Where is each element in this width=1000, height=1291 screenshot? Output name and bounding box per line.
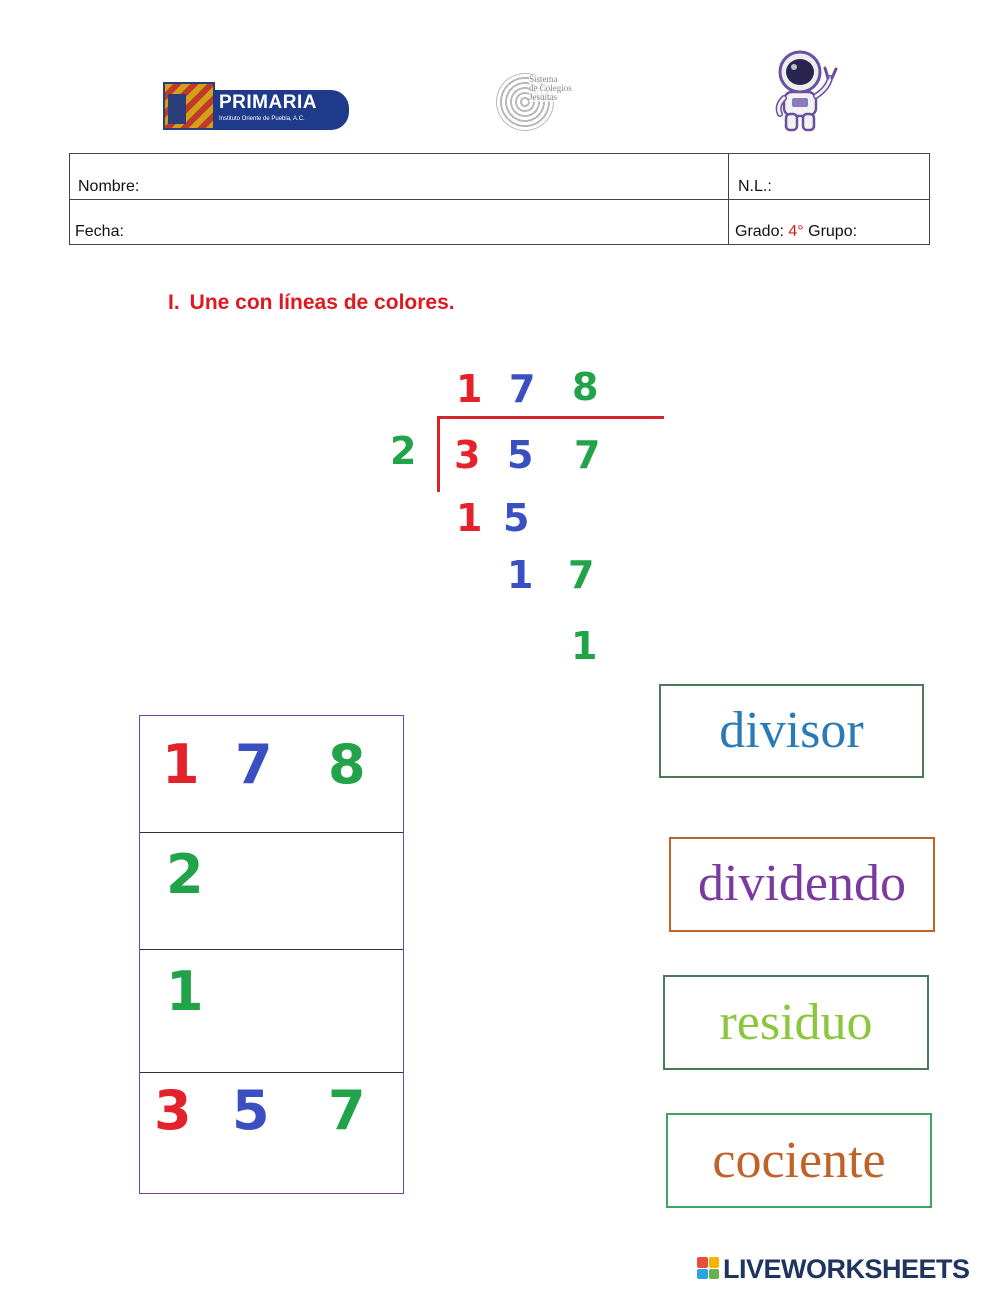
word-label: cociente	[712, 1132, 886, 1189]
answer-digit: 3	[154, 1079, 192, 1142]
answer-digit: 1	[162, 733, 200, 796]
dividend-digit: 3	[454, 433, 481, 477]
nl-label: N.L.:	[738, 178, 772, 195]
answer-cell-remainder[interactable]	[140, 949, 403, 1073]
remainder-digit: 1	[571, 624, 598, 668]
step-digit: 1	[456, 496, 483, 540]
instruction-text: Une con líneas de colores.	[189, 291, 455, 314]
liveworksheets-badge-icon	[697, 1257, 719, 1279]
answer-digit: 8	[328, 733, 366, 796]
division-bracket	[437, 418, 440, 492]
group-label: Grupo:	[808, 223, 858, 240]
division-bar	[437, 416, 664, 419]
instruction-number: I.	[168, 291, 180, 314]
word-label: residuo	[719, 994, 873, 1051]
astronaut-icon	[772, 48, 844, 134]
quotient-digit: 1	[456, 367, 483, 411]
jesuitas-text: Sistema de Colegios Jesuitas	[529, 75, 599, 102]
quotient-digit: 7	[509, 367, 536, 411]
grade-group-field	[735, 223, 857, 241]
word-label: dividendo	[698, 855, 906, 912]
answer-digit: 7	[328, 1079, 366, 1142]
answer-cell-quotient[interactable]	[140, 716, 403, 833]
info-row-date	[70, 199, 929, 244]
word-box-divisor[interactable]	[659, 684, 924, 778]
step-digit: 7	[568, 553, 595, 597]
divisor-digit: 2	[390, 429, 417, 473]
step-digit: 5	[503, 496, 530, 540]
date-label: Fecha:	[75, 223, 124, 240]
answer-digit: 2	[166, 843, 204, 906]
word-box-dividendo[interactable]	[669, 837, 935, 932]
jesuitas-logo	[496, 73, 596, 133]
primaria-subtitle: Instituto Oriente de Puebla, A.C.	[219, 116, 305, 122]
instruction-heading	[168, 291, 455, 315]
word-box-residuo[interactable]	[663, 975, 929, 1070]
step-digit: 1	[507, 553, 534, 597]
liveworksheets-brand: LIVEWORKSHEETS	[723, 1254, 970, 1284]
name-label: Nombre:	[78, 178, 140, 195]
school-shield-icon	[163, 82, 215, 130]
liveworksheets-logo[interactable]	[697, 1255, 993, 1285]
answer-cell-divisor[interactable]	[140, 832, 403, 950]
dividend-digit: 5	[507, 433, 534, 477]
dividend-digit: 7	[574, 433, 601, 477]
answer-column	[139, 715, 404, 1194]
table-divider	[728, 154, 729, 244]
answer-digit: 5	[232, 1079, 270, 1142]
word-box-cociente[interactable]	[666, 1113, 932, 1208]
answer-digit: 1	[166, 960, 204, 1023]
grade-label: Grado:	[735, 223, 784, 240]
answer-digit: 7	[235, 733, 273, 796]
info-row-name	[70, 154, 929, 200]
primaria-title: PRIMARIA	[219, 92, 317, 113]
primaria-logo	[163, 82, 349, 132]
student-info-table	[69, 153, 930, 245]
quotient-digit: 8	[572, 365, 599, 409]
word-label: divisor	[719, 702, 864, 759]
grade-value: 4°	[788, 223, 804, 240]
answer-cell-dividend[interactable]	[140, 1072, 403, 1193]
